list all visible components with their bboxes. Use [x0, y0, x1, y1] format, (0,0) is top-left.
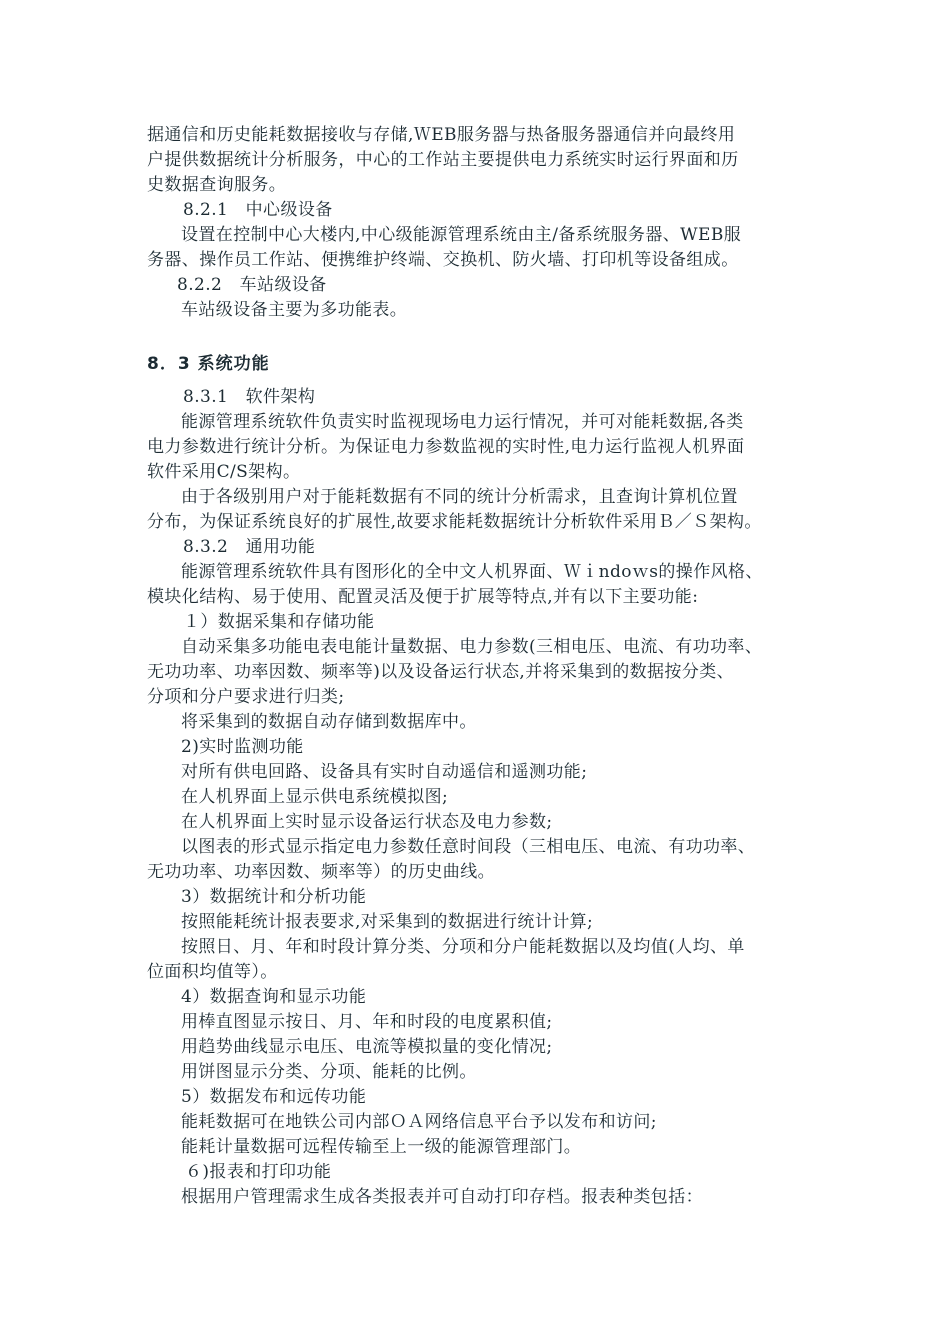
body-text-line: 无功功率、功率因数、频率等）的历史曲线。: [147, 862, 495, 882]
list-heading-6: ６)报表和打印功能: [185, 1162, 332, 1182]
body-text-line: 按照日、月、年和时段计算分类、分项和分户能耗数据以及均值(人均、单: [181, 937, 745, 957]
body-text-line: 分项和分户要求进行归类;: [147, 687, 345, 707]
body-text-line: 能源管理系统软件负责实时监视现场电力运行情况，并可对能耗数据,各类: [181, 412, 744, 432]
body-text-line: 无功功率、功率因数、频率等)以及设备运行状态,并将采集到的数据按分类、: [147, 662, 735, 682]
subsection-heading-8-3-1: 8.3.1 软件架构: [183, 387, 316, 407]
body-text-line: 位面积均值等）。: [147, 962, 278, 982]
body-text-line: 在人机界面上显示供电系统模拟图;: [181, 787, 449, 807]
body-text-line: 将采集到的数据自动存储到数据库中。: [181, 712, 477, 732]
body-text-line: 能耗计量数据可远程传输至上一级的能源管理部门。: [181, 1137, 582, 1157]
body-text-line: 据通信和历史能耗数据接收与存储,ＷEB服务器与热备服务器通信并向最终用: [147, 125, 736, 145]
subsection-heading-8-2-1: 8.2.1 中心级设备: [183, 200, 333, 220]
body-text-line: 能源管理系统软件具有图形化的全中文人机界面、Ｗｉndoｗs的操作风格、: [181, 562, 763, 582]
subsection-heading-8-3-2: 8.3.2 通用功能: [183, 537, 316, 557]
body-text-line: 车站级设备主要为多功能表。: [181, 300, 408, 320]
list-heading-1: １）数据采集和存储功能: [183, 612, 375, 632]
body-text-line: 由于各级别用户对于能耗数据有不同的统计分析需求，且查询计算机位置: [181, 487, 738, 507]
body-text-line: 电力参数进行统计分析。为保证电力参数监视的实时性,电力运行监视人机界面: [147, 437, 745, 457]
body-text-line: 用趋势曲线显示电压、电流等模拟量的变化情况;: [181, 1037, 553, 1057]
body-text-line: 能耗数据可在地铁公司内部ＯＡ网络信息平台予以发布和访问;: [181, 1112, 657, 1132]
body-text-line: 务器、操作员工作站、便携维护终端、交换机、防火墙、打印机等设备组成。: [147, 250, 739, 270]
body-text-line: 模块化结构、易于使用、配置灵活及便于扩展等特点,并有以下主要功能:: [147, 587, 699, 607]
body-text-line: 在人机界面上实时显示设备运行状态及电力参数;: [181, 812, 553, 832]
body-text-line: 以图表的形式显示指定电力参数任意时间段（三相电压、电流、有功功率、: [181, 837, 756, 857]
list-heading-4: 4）数据查询和显示功能: [181, 987, 367, 1007]
list-heading-3: 3）数据统计和分析功能: [181, 887, 367, 907]
subsection-heading-8-2-2: 8.2.2 车站级设备: [177, 275, 327, 295]
section-heading-8-3: 8．3 系统功能: [147, 354, 270, 374]
body-text-line: 用棒直图显示按日、月、年和时段的电度累积值;: [181, 1012, 553, 1032]
body-text-line: 用饼图显示分类、分项、能耗的比例。: [181, 1062, 477, 1082]
body-text-line: 户提供数据统计分析服务，中心的工作站主要提供电力系统实时运行界面和历: [147, 150, 739, 170]
body-text-line: 自动采集多功能电表电能计量数据、电力参数(三相电压、电流、有功功率、: [181, 637, 763, 657]
body-text-line: 按照能耗统计报表要求,对采集到的数据进行统计计算;: [181, 912, 594, 932]
list-heading-5: 5）数据发布和远传功能: [181, 1087, 367, 1107]
body-text-line: 根据用户管理需求生成各类报表并可自动打印存档。报表种类包括：: [181, 1187, 703, 1207]
body-text-line: 分布，为保证系统良好的扩展性,故要求能耗数据统计分析软件采用Ｂ／Ｓ架构。: [147, 512, 762, 532]
list-heading-2: 2)实时监测功能: [181, 737, 304, 757]
body-text-line: 设置在控制中心大楼内,中心级能源管理系统由主/备系统服务器、WEB服: [181, 225, 742, 245]
body-text-line: 对所有供电回路、设备具有实时自动遥信和遥测功能;: [181, 762, 588, 782]
body-text-line: 软件采用C/S架构。: [147, 462, 301, 482]
body-text-line: 史数据查询服务。: [147, 175, 287, 195]
